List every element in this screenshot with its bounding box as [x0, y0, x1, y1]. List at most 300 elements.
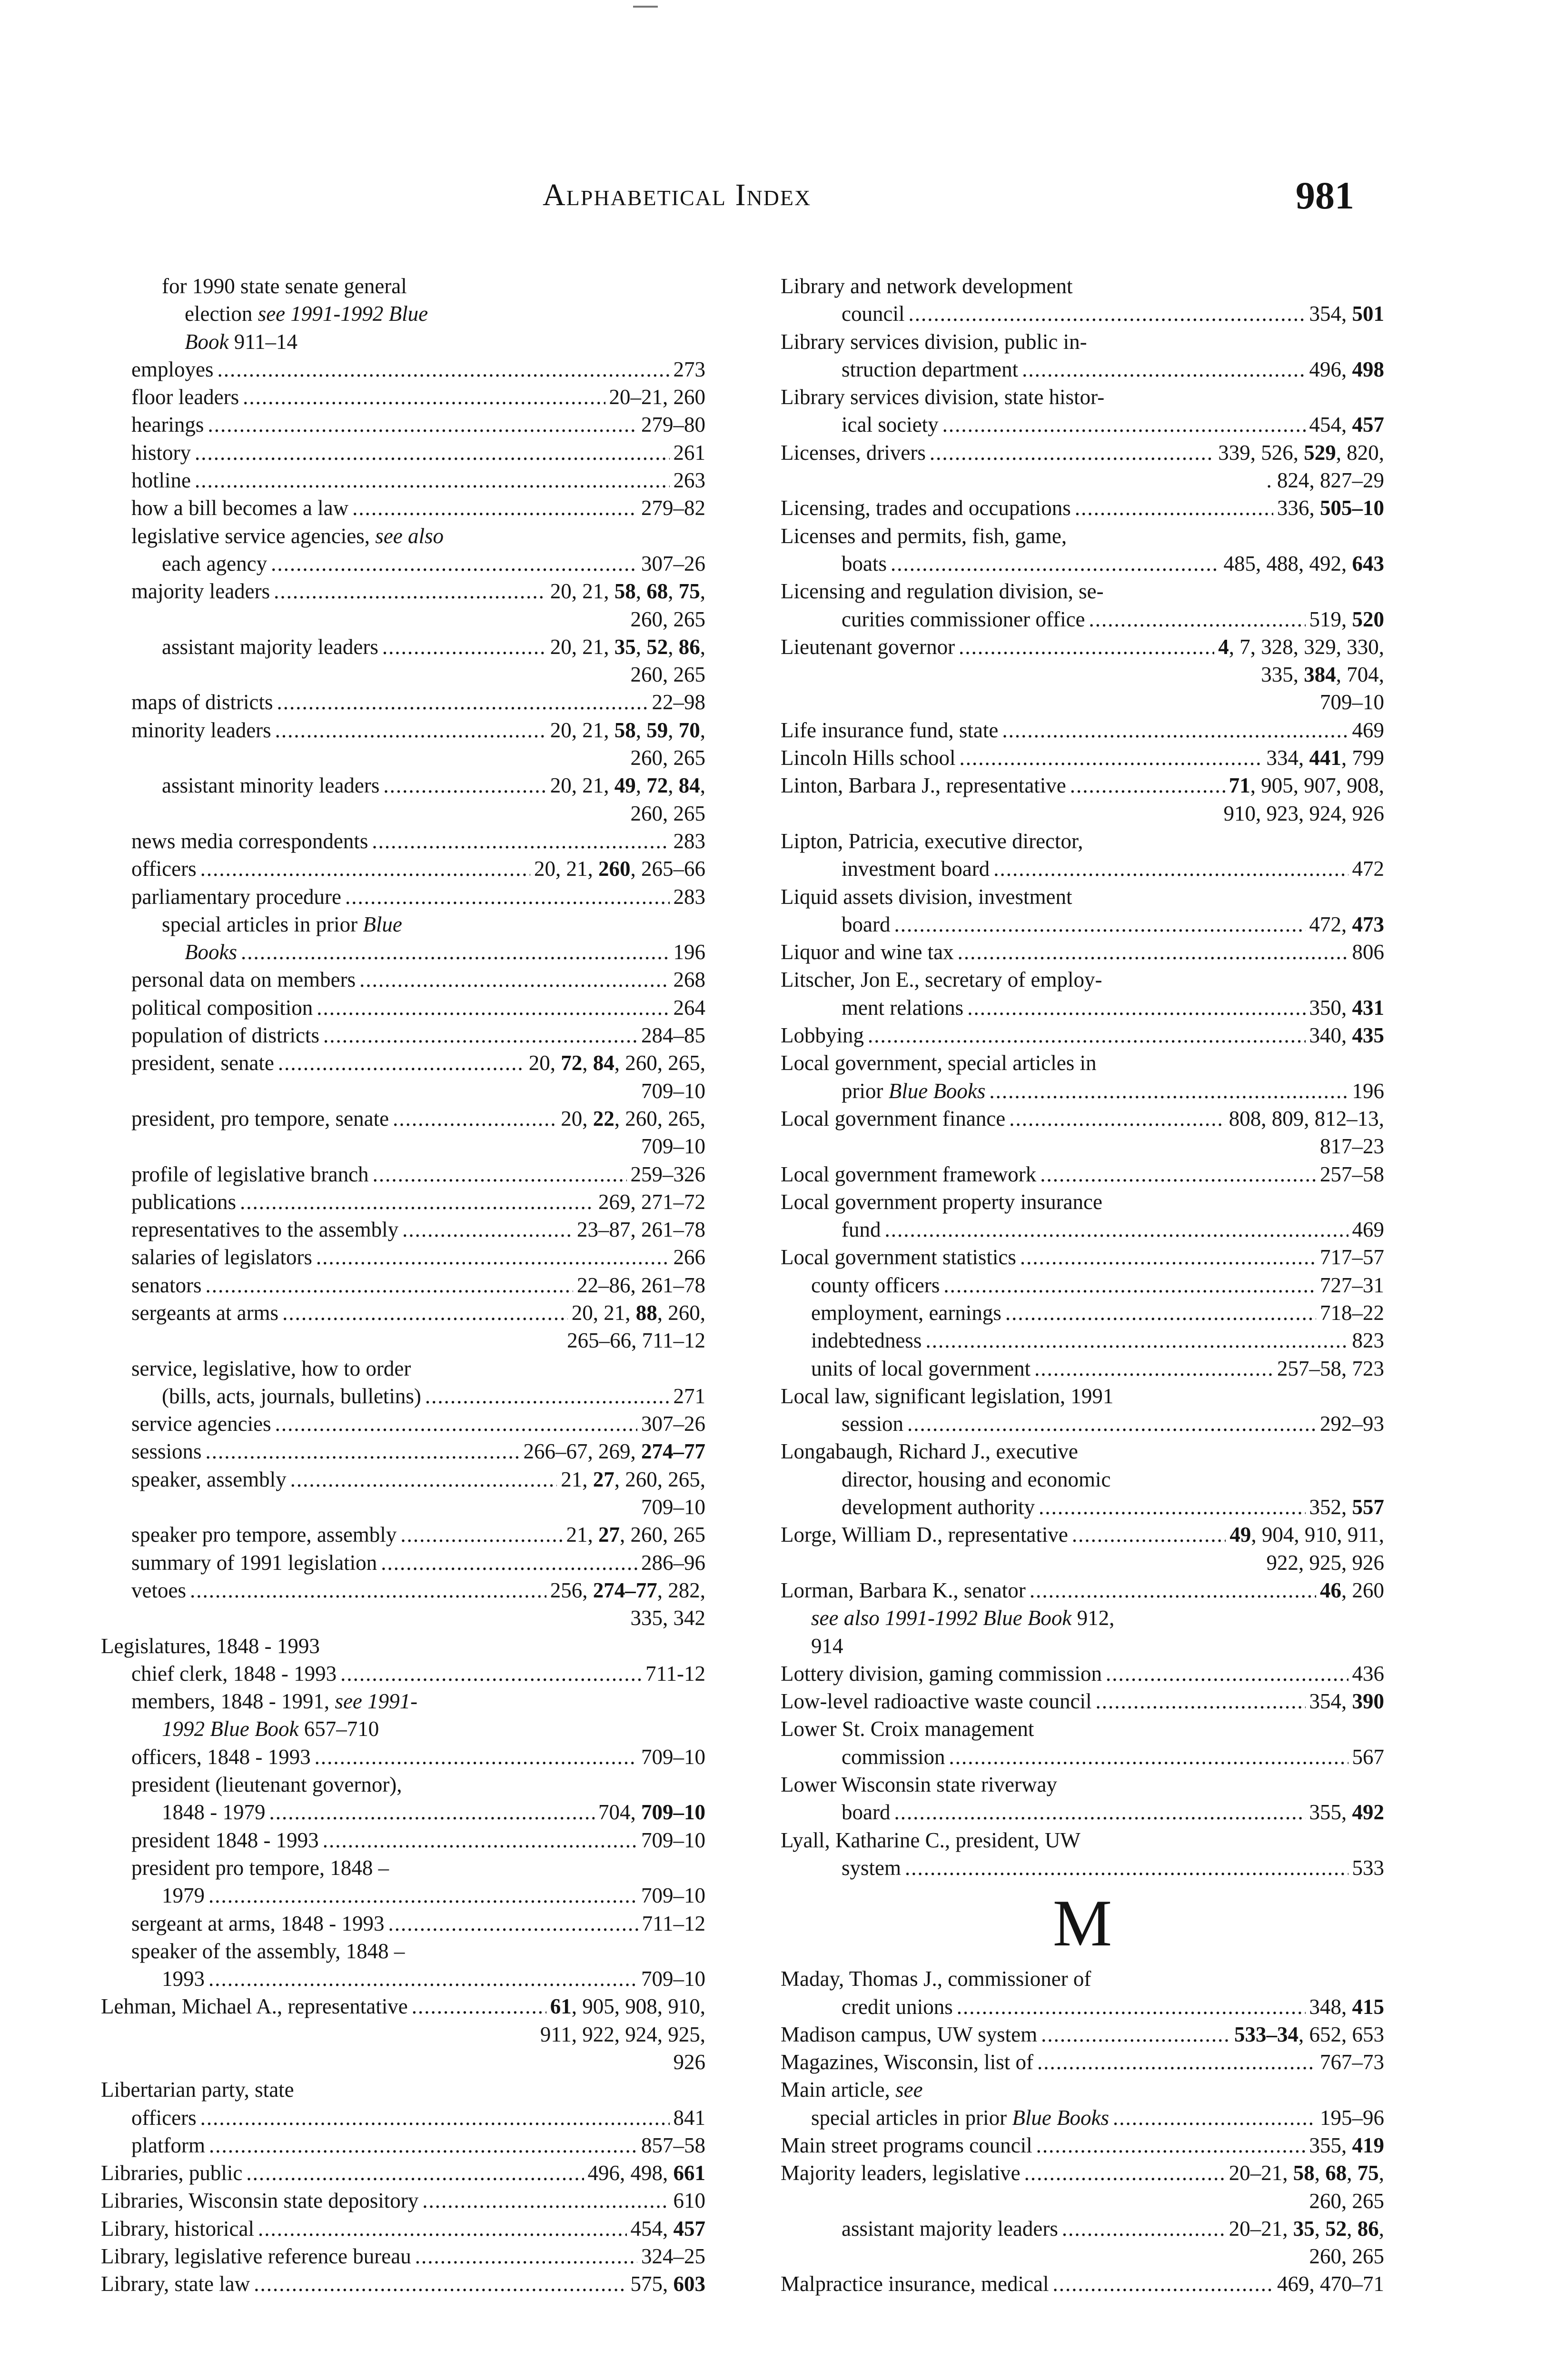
text-run: service, legislative, how to order: [131, 1356, 411, 1380]
leader-dots: [269, 1798, 595, 1826]
entry-term: [162, 550, 267, 577]
leader-dots: [277, 688, 648, 716]
index-entry: [101, 439, 705, 466]
text-run: 469: [1352, 718, 1384, 742]
leader-dots: [1022, 356, 1305, 383]
leader-dots: [1052, 2270, 1273, 2298]
entry-term: [781, 744, 955, 772]
page-references: [577, 1271, 705, 1299]
text-run: 436: [1352, 1661, 1384, 1686]
text-run: 767–73: [1320, 2050, 1384, 2074]
text-run: Local government property insurance: [781, 1190, 1102, 1214]
leader-dots: [891, 550, 1220, 577]
page-references: [588, 2159, 706, 2187]
page-references-continued: [781, 1132, 1384, 1160]
text-run: 350,: [1309, 995, 1352, 1020]
text-run: 1979: [162, 1884, 205, 1908]
entry-term: [781, 1660, 1102, 1687]
index-entry: [781, 855, 1384, 883]
text-run: , 799: [1341, 746, 1384, 770]
leader-dots: [957, 1993, 1306, 2021]
text-run: majority leaders: [131, 579, 270, 604]
leader-dots: [200, 2104, 670, 2132]
page-references: [1320, 2104, 1384, 2132]
index-entry: [101, 1021, 705, 1049]
text-run: 355,: [1309, 1800, 1352, 1825]
text-run: ,: [668, 718, 679, 742]
index-entry: [101, 1798, 705, 1826]
page-references: [524, 1438, 706, 1465]
text-run: 704,: [598, 1800, 641, 1825]
text-run: election: [185, 302, 258, 326]
text-run: ,: [1314, 2216, 1326, 2241]
text-run: population of districts: [131, 1023, 319, 1048]
entry-term: [842, 605, 1085, 633]
entry-term: [842, 550, 887, 577]
page-references: [631, 2215, 706, 2242]
text-run: 58: [1293, 2161, 1315, 2185]
entry-term: [842, 1493, 1035, 1521]
text-run: president (lieutenant governor),: [131, 1773, 402, 1797]
text-run: 23–87, 261–78: [577, 1218, 705, 1242]
text-run: 709–10: [641, 1800, 705, 1825]
text-run: Blue Books: [1012, 2105, 1110, 2130]
leader-dots: [200, 855, 530, 883]
text-run: 911, 922, 924, 925,: [540, 2022, 705, 2046]
leader-dots: [382, 633, 546, 661]
index-entry: [101, 1549, 705, 1577]
entry-term: [842, 911, 890, 938]
text-run: 335,: [1261, 663, 1304, 687]
index-entry: [781, 1327, 1384, 1354]
index-entry: [781, 716, 1384, 744]
text-run: commission: [842, 1745, 945, 1769]
page-references: [631, 1160, 706, 1188]
index-entry-text: [781, 1438, 1384, 1465]
index-entry-text: [781, 1965, 1384, 1993]
entry-term: [131, 716, 271, 744]
index-entry: [781, 1271, 1384, 1299]
text-run: 20–21,: [1229, 2216, 1293, 2241]
text-run: , 260, 265,: [614, 1106, 705, 1130]
index-entry: [101, 1438, 705, 1465]
entry-term: [842, 1743, 945, 1771]
text-run: system: [842, 1855, 902, 1880]
text-run: speaker pro tempore, assembly: [131, 1523, 397, 1547]
entry-term: [101, 2159, 242, 2187]
leader-dots: [1024, 2159, 1225, 2187]
page-references: [534, 855, 705, 883]
text-run: board: [842, 1800, 891, 1825]
entry-term: [162, 772, 379, 799]
text-run: 20, 21,: [534, 857, 598, 881]
text-run: Blue Books: [888, 1079, 986, 1103]
page-references: [641, 1882, 705, 1909]
index-entry: [781, 356, 1384, 383]
page-references: [674, 938, 706, 966]
text-run: 20, 21,: [571, 1300, 636, 1325]
text-run: ,: [1314, 2161, 1326, 2185]
index-entry-text: [781, 272, 1384, 300]
text-run: 68: [1325, 2161, 1347, 2185]
index-entry: [101, 1216, 705, 1243]
text-run: 68: [646, 579, 668, 604]
text-run: political composition: [131, 995, 313, 1020]
entry-term: [101, 2187, 418, 2214]
leader-dots: [275, 716, 546, 744]
page-references: [1267, 744, 1385, 772]
text-run: Majority leaders, legislative: [781, 2161, 1021, 2185]
leader-dots: [967, 994, 1305, 1021]
page-references-continued: [101, 800, 705, 827]
text-run: 20–21, 260: [609, 385, 705, 409]
leader-dots: [1041, 2021, 1230, 2048]
entry-term: [131, 1466, 287, 1493]
page-references: [1229, 1521, 1384, 1548]
page-references: [674, 2187, 706, 2214]
page-references: [1320, 1271, 1384, 1299]
text-run: 22–98: [652, 690, 705, 714]
entry-term: [131, 1271, 201, 1299]
index-entry-text: [101, 1687, 705, 1715]
index-entry-text: [101, 1355, 705, 1382]
section-letter: [781, 1882, 1384, 1965]
text-run: history: [131, 440, 191, 465]
text-run: , 7, 328, 329, 330,: [1229, 635, 1384, 659]
index-entry: [101, 827, 705, 855]
text-run: summary of 1991 legislation: [131, 1550, 377, 1575]
entry-term: [842, 1993, 953, 2021]
text-run: 657–710: [298, 1717, 379, 1741]
text-run: , 260: [1341, 1578, 1384, 1602]
index-entry: [101, 1910, 705, 1937]
text-run: 260, 265: [1309, 2244, 1384, 2269]
leader-dots: [1075, 494, 1273, 522]
leader-dots: [271, 550, 637, 577]
text-run: Local government framework: [781, 1162, 1037, 1186]
entry-term: [781, 1105, 1005, 1132]
text-run: 196: [673, 940, 705, 964]
text-run: , 282,: [657, 1578, 705, 1602]
leader-dots: [1009, 1105, 1225, 1132]
leader-dots: [894, 1798, 1305, 1826]
leader-dots: [317, 994, 669, 1021]
page-references: [598, 1798, 705, 1826]
text-run: Licensing, trades and occupations: [781, 496, 1071, 520]
text-run: 20, 21,: [550, 635, 614, 659]
leader-dots: [315, 1743, 637, 1771]
text-run: ,: [635, 718, 647, 742]
text-run: 419: [1352, 2133, 1384, 2157]
text-run: Library, legislative reference bureau: [101, 2244, 411, 2269]
leader-dots: [208, 411, 637, 438]
page-references: [1352, 1077, 1385, 1105]
text-run: Local government, special articles in: [781, 1051, 1097, 1075]
leader-dots: [195, 439, 669, 466]
leader-dots: [208, 1965, 637, 1993]
page-references: [1352, 1660, 1385, 1687]
text-run: Library, state law: [101, 2272, 250, 2296]
text-run: 70: [678, 718, 700, 742]
page-references: [1352, 855, 1385, 883]
index-entry: [101, 1049, 705, 1077]
page-references: [1352, 938, 1385, 966]
text-run: 709–10: [641, 1079, 705, 1103]
text-run: 711–12: [642, 1911, 705, 1935]
entry-term: [131, 1105, 389, 1132]
index-entry: [101, 2132, 705, 2159]
text-run: 384: [1304, 663, 1336, 687]
text-run: Magazines, Wisconsin, list of: [781, 2050, 1034, 2074]
leader-dots: [1062, 2215, 1225, 2242]
text-run: assistant majority leaders: [842, 2216, 1058, 2241]
entry-term: [131, 2104, 197, 2132]
text-run: ,: [635, 579, 647, 604]
index-entry: [781, 1243, 1384, 1271]
leader-dots: [290, 1466, 557, 1493]
text-run: 283: [673, 829, 705, 853]
entry-term: [162, 1382, 421, 1410]
text-run: 257–58, 723: [1277, 1356, 1384, 1380]
index-entry: [101, 1299, 705, 1327]
text-run: board: [842, 912, 891, 936]
page-references: [674, 356, 706, 383]
text-run: 20, 21,: [550, 579, 614, 604]
entry-term: [781, 2048, 1033, 2076]
text-run: assistant minority leaders: [162, 774, 380, 798]
entry-term: [811, 1299, 1001, 1327]
leader-dots: [352, 494, 637, 522]
text-run: Madison campus, UW system: [781, 2022, 1038, 2046]
page-references: [1309, 994, 1385, 1021]
text-run: sergeants at arms: [131, 1300, 279, 1325]
text-run: 266: [673, 1245, 705, 1269]
entry-term: [131, 1438, 202, 1465]
text-run: 257–58: [1320, 1162, 1384, 1186]
entry-term: [781, 1577, 1026, 1604]
text-run: 260, 265: [630, 801, 705, 825]
text-run: 21,: [561, 1467, 593, 1491]
text-run: 914: [811, 1634, 843, 1658]
text-run: Local law, significant legislation, 1991: [781, 1384, 1114, 1408]
page-references: [1309, 911, 1385, 938]
text-run: 557: [1352, 1495, 1384, 1519]
page-number: 981: [1296, 174, 1354, 217]
entry-term: [185, 938, 237, 966]
page-references: [1309, 1798, 1385, 1826]
text-run: 354,: [1309, 1689, 1352, 1714]
entry-term: [162, 1798, 266, 1826]
text-run: platform: [131, 2133, 205, 2157]
text-run: 567: [1352, 1745, 1384, 1769]
index-entry-text: [101, 2076, 705, 2103]
text-run: ical society: [842, 413, 939, 437]
page-references: [641, 494, 705, 522]
page-references: [1320, 1299, 1384, 1327]
entry-term: [781, 1021, 864, 1049]
page-references: [1309, 1687, 1385, 1715]
text-run: legislative service agencies,: [131, 524, 376, 548]
text-run: Maday, Thomas J., commissioner of: [781, 1967, 1091, 1991]
entry-term: [131, 1910, 385, 1937]
index-entry-text: [781, 1604, 1384, 1632]
page-references: [641, 1965, 705, 1993]
leader-dots: [1002, 716, 1348, 744]
text-run: Licenses and permits, fish, game,: [781, 524, 1067, 548]
text-run: Libertarian party, state: [101, 2078, 294, 2102]
entry-term: [162, 633, 378, 661]
page-references: [550, 772, 705, 799]
entry-term: [131, 1299, 278, 1327]
leader-dots: [388, 1910, 638, 1937]
index-entry: [781, 938, 1384, 966]
leader-dots: [1039, 1493, 1305, 1521]
text-run: 49: [1229, 1523, 1251, 1547]
text-run: 52: [646, 635, 668, 659]
page-references: [1352, 1216, 1385, 1243]
text-run: 469: [1352, 1218, 1384, 1242]
text-run: 926: [673, 2050, 705, 2074]
text-run: each agency: [162, 551, 268, 575]
page-references: [1352, 1743, 1385, 1771]
text-run: ,: [1378, 2216, 1384, 2241]
index-entry-text: [781, 1826, 1384, 1854]
page-references: [642, 1910, 705, 1937]
text-run: 472,: [1309, 912, 1352, 936]
text-run: , 260, 265: [620, 1523, 705, 1547]
text-run: Library, historical: [101, 2216, 254, 2241]
text-run: hotline: [131, 468, 191, 493]
text-run: 260, 265: [630, 607, 705, 631]
text-run: 259–326: [630, 1162, 705, 1186]
index-entry-text: [781, 1382, 1384, 1410]
page-references-continued: [101, 661, 705, 688]
entry-term: [101, 1993, 408, 2020]
text-run: ,: [582, 1051, 593, 1075]
text-run: 269, 271–72: [598, 1190, 705, 1214]
entry-term: [781, 1243, 1016, 1271]
index-entry: [101, 2104, 705, 2132]
text-run: 274–77: [641, 1439, 705, 1464]
page-references: [561, 1105, 705, 1132]
text-run: 355,: [1309, 2133, 1352, 2157]
leader-dots: [275, 1410, 637, 1438]
entry-term: [131, 1021, 319, 1049]
index-entry: [101, 2270, 705, 2298]
index-entry: [781, 1660, 1384, 1687]
text-run: Liquid assets division, investment: [781, 884, 1072, 909]
text-run: speaker, assembly: [131, 1467, 287, 1491]
page-references: [641, 1021, 705, 1049]
index-entry: [781, 411, 1384, 438]
text-run: boats: [842, 551, 887, 575]
page-references: [598, 1188, 705, 1216]
text-run: 390: [1352, 1689, 1384, 1714]
index-entry: [101, 356, 705, 383]
text-run: 823: [1352, 1329, 1384, 1353]
index-entry-text: [101, 1937, 705, 1965]
entry-term: [131, 466, 191, 494]
entry-term: [131, 688, 273, 716]
entry-term: [101, 2215, 254, 2242]
leader-dots: [240, 1188, 595, 1216]
text-run: vetoes: [131, 1578, 186, 1602]
index-entry: [101, 1965, 705, 1993]
text-run: Library services division, state histor-: [781, 385, 1105, 409]
text-run: Main article,: [781, 2078, 896, 2102]
text-run: for 1990 state senate general: [162, 274, 407, 298]
leader-dots: [894, 911, 1305, 938]
text-run: ,: [668, 774, 679, 798]
index-entry-text: [781, 328, 1384, 356]
text-run: ,: [700, 718, 705, 742]
text-run: see: [895, 2078, 923, 2102]
entry-term: [842, 1854, 901, 1882]
text-run: 20, 21,: [550, 774, 614, 798]
text-run: 283: [673, 884, 705, 909]
leader-dots: [373, 1160, 627, 1188]
index-entry: [101, 855, 705, 883]
text-run: hearings: [131, 413, 204, 437]
index-entry: [101, 688, 705, 716]
entry-term: [131, 1549, 377, 1577]
page-references: [1309, 1021, 1385, 1049]
text-run: 263: [673, 468, 705, 493]
text-run: 274–77: [593, 1578, 657, 1602]
text-run: 1993: [162, 1967, 205, 1991]
index-entry: [781, 1493, 1384, 1521]
text-run: , 820,: [1336, 440, 1384, 465]
leader-dots: [1034, 1355, 1273, 1382]
entry-term: [842, 2215, 1058, 2242]
text-run: 196: [1352, 1079, 1384, 1103]
leader-dots: [1070, 772, 1225, 799]
index-entry: [781, 2132, 1384, 2159]
text-run: Lorge, William D., representative: [781, 1523, 1068, 1547]
page-references: [1218, 633, 1384, 661]
page-references-continued: [781, 661, 1384, 688]
entry-term: [131, 883, 341, 911]
text-run: struction department: [842, 357, 1019, 381]
index-entry: [781, 550, 1384, 577]
text-run: director, housing and economic: [842, 1467, 1111, 1491]
text-run: 709–10: [641, 1967, 705, 1991]
index-entry: [101, 1160, 705, 1188]
text-run: 808, 809, 812–13,: [1229, 1106, 1384, 1130]
text-run: Local government finance: [781, 1106, 1006, 1130]
entry-term: [842, 994, 963, 1021]
text-run: Lipton, Patricia, executive director,: [781, 829, 1083, 853]
entry-term: [781, 938, 954, 966]
leader-dots: [372, 827, 669, 855]
text-run: 260, 265: [1309, 2189, 1384, 2213]
entry-term: [131, 577, 270, 605]
page-references: [572, 1299, 705, 1327]
entry-term: [131, 1410, 271, 1438]
text-run: news media correspondents: [131, 829, 368, 853]
text-run: 335, 342: [630, 1606, 705, 1630]
index-entry: [781, 1410, 1384, 1438]
index-entry-text: [781, 1188, 1384, 1216]
index-entry: [101, 1382, 705, 1410]
leader-dots: [345, 883, 669, 911]
leader-dots: [958, 938, 1348, 966]
page-references-continued: [101, 1077, 705, 1105]
page-references: [566, 1521, 706, 1548]
entry-term: [842, 300, 904, 327]
page-references: [1309, 1493, 1385, 1521]
page-references: [609, 383, 706, 411]
